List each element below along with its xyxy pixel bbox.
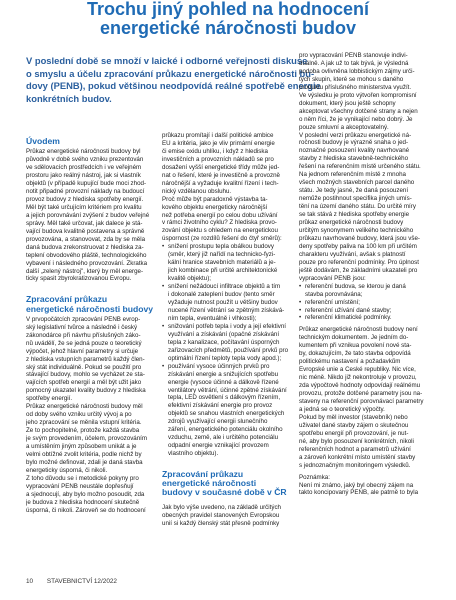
paragraph-line: deny spotřeby paliva na 100 km při určitém	[299, 242, 417, 250]
paragraph-line: úsporná, či nikoli. Zároveň se do hodnocení	[26, 506, 146, 514]
bullet-icon: •	[162, 322, 165, 330]
list-item-text: referenční budova, se kterou je daná	[305, 282, 406, 290]
page-footer	[26, 578, 117, 585]
paragraph-line: duálně. A jak už to tak bývá, je výsledná	[299, 59, 409, 67]
paragraph-line: od doby svého vzniku určitý vývoj a po	[26, 411, 132, 419]
paragraph-line: pouze smluvní a akceptovatelný.	[299, 123, 389, 131]
article-title	[0, 0, 456, 38]
paragraph-line: provozována, a stanovovat, zda by se měla	[26, 235, 146, 243]
paragraph-line: z hlediska vstupních parametrů každý člen-	[26, 355, 145, 363]
paragraph-line: výpočet, jehož hlavní parametry si určuje	[26, 347, 139, 355]
heading-line: budovy v současné době v ČR	[162, 487, 287, 498]
paragraph-line: ticky spasit zbyrokratizovanou Evropu.	[26, 275, 132, 283]
list-item-line: efektivní získávání energie pro provoz	[168, 402, 273, 410]
paragraph-line: Ve výsledku je proto výtvořen kompromisní	[299, 91, 417, 99]
list-item-text: referenční umístění;	[305, 298, 361, 306]
paragraph-line: obecných pravidel stanovených Evropskou	[162, 511, 280, 519]
list-item-text: snižování potřeb tepla i vody a její efektivní	[168, 322, 286, 330]
list-item-line: záření, energetického potenciálu okolního	[168, 426, 283, 434]
paragraph-line: V poslední verzi průkazu energetické ná-	[299, 131, 412, 139]
list-item-line: zdrojů využívající energii slunečního	[168, 418, 268, 426]
paragraph-line: zda výpočtově hodnoty odpovídají reálnému	[299, 382, 421, 390]
list-item-line: (směr, který již nařídí na technicko-fyzi-	[168, 251, 276, 259]
paragraph-line: vající budova kvalitně postavena a správně	[26, 227, 145, 235]
paragraph-line: nat o řešení, které je investičně a provozně	[162, 171, 280, 179]
section-heading-soucasna-doba	[162, 470, 297, 498]
paragraph-line: než potřeba energií po celou dobu užívání	[162, 211, 278, 219]
paragraph-line: objektů (v případě kupující bude moci zhod-	[26, 180, 147, 188]
paragraph-line: bylo možné definovat, zdali je daná stavba	[26, 458, 143, 466]
paragraph-line: kového objektu energeticky náročnější	[162, 203, 268, 211]
heading-line: Úvodem	[26, 136, 60, 146]
paragraph-line: daná budova zrekonstruovat z hlediska za-	[26, 243, 144, 251]
paragraph-line: vybavení i následného provozování. Zkratka	[26, 259, 148, 267]
note-line: takto koncipovaný PENB, ale patrně to byla	[299, 489, 419, 497]
column-1	[26, 133, 155, 515]
paragraph-line: produktu příslušného ministerstva využít.	[299, 83, 412, 91]
paragraph-line: spotřeby energií.	[26, 395, 73, 403]
paragraph-line: ský legislativní tvůrce a následně i český	[26, 323, 138, 331]
bullet-icon: •	[162, 243, 165, 251]
paragraph-line: průkazu promítají i další politické ambice	[162, 132, 274, 139]
list-item-line: stavba porovnávána;	[305, 290, 363, 298]
heading-line: Zpracování průkazu	[162, 469, 244, 480]
list-item-text: referenční užívání dané stavby;	[305, 306, 392, 314]
paragraph-line: charakteru využívání, avšak s platností	[299, 250, 406, 258]
paragraph-line: ve sdělovacích prostředcích i ve veřejném	[26, 164, 142, 172]
paragraph-line: pro vypracování PENB stanovuje indivi-	[299, 52, 408, 59]
list-item-line: jich kombinace při určité architektonické	[168, 267, 278, 275]
list-item-text: referenční klimatické podmínky.	[305, 314, 392, 322]
paragraph-line: náročnější a vyžaduje kvalitní řízení i tech-	[162, 179, 279, 187]
paragraph-line: provozu, protože dotčené parametry jsou na-	[299, 390, 423, 398]
paragraph-line: stávající budovy, mohlo se vycházet ze sta-	[26, 371, 145, 379]
paragraph-line: Jak bylo výše uvedeno, na základě určitých	[162, 503, 282, 511]
paragraph-line: jeho zpracování se měnila vstupní kritéria.	[26, 419, 142, 427]
list-item-line	[162, 243, 297, 251]
paragraph-line: ský stát individuálně. Pokud se použití pro	[26, 363, 142, 371]
spacer	[162, 462, 297, 466]
paragraph-line: tění na území daného státu. Do určité míry	[299, 203, 416, 211]
list-item-line	[162, 283, 297, 291]
paragraph-line: státu. Je tedy jasné, že daná posouzení	[299, 187, 409, 195]
paragraph-line: velmi obtížné zvolit kritéria, podle nichž by	[26, 451, 142, 459]
column-2	[162, 132, 297, 528]
list-item-line: ním tepla, eventuálně i vlhkosti);	[168, 314, 257, 322]
paragraph-line: nic méně. Nikdo již nekontroluje v provozu,	[299, 374, 417, 382]
list-item-line: kální hranice stavebních materiálů a je-	[168, 259, 276, 267]
paragraph-line: Měl být také určujícím kritériem pro kvalitu	[26, 203, 142, 211]
list-item-line: energie (vysoce účinné a dálkově řízené	[168, 378, 279, 386]
paragraph-line: stavby z hlediska stavebně-technického	[299, 155, 409, 163]
list-item-line: tepla, LED osvětlení s dálkovým řízením,	[168, 394, 281, 402]
list-item-line: zařizovacích předmětů, používání prvků pro	[168, 346, 289, 354]
list-item-line	[162, 363, 297, 371]
bullet-icon: •	[299, 314, 302, 322]
paragraph-line: a jejich porovnávání zvýšení z budov veřejné	[26, 211, 150, 219]
bullet-icon: •	[162, 362, 165, 370]
list-item-line	[299, 299, 434, 307]
paragraph-line: a jedná se o teoretický výpočty.	[299, 405, 385, 413]
paragraph-line: Proč může být paradoxně výstavba ta-	[162, 195, 268, 203]
paragraph-line: Průkaz energetické náročnosti budovy není	[299, 326, 418, 334]
list-item-line: objektů se snahou vlastních energetických	[168, 410, 285, 418]
paragraph-line: zákonodárce při návrhu příslušných záko-	[26, 331, 141, 339]
paragraph-line: s jednoznačným monitoringem výsledků.	[299, 461, 411, 469]
paragraph-line: vypracování PENB jsou:	[299, 274, 366, 282]
list-item-text: používání vysoce účinných prvků pro	[168, 362, 270, 370]
paragraph-line: energeticky úsporná, či nikoli.	[26, 466, 108, 474]
paragraph-line: pouze pro referenční podmínky. Pro úplnost	[299, 258, 419, 266]
paragraph-line: podoba ovlivněna lobbistickým zájmy urči-	[299, 67, 415, 75]
list-item-line: odpadní energie vznikající provozem	[168, 442, 269, 450]
heading-line: energetické náročnosti	[162, 478, 257, 489]
list-item-line: vlastního objektu).	[168, 450, 219, 458]
paragraph-line: ročnosti budovy je výrazně snaha o jed-	[299, 139, 409, 147]
bullet-icon: •	[162, 283, 165, 291]
list-item-line	[299, 307, 434, 315]
paragraph-line: je budova z hlediska hodnocení skutečně	[26, 498, 140, 506]
paragraph-line: průkazu navrhované budovy, která jsou vše-	[299, 234, 420, 242]
paragraph-line: průkaz energetické náročnosti budovy	[299, 219, 404, 227]
paragraph-line: pomocný ukazatel kvality budovy z hlediska	[26, 387, 146, 395]
paragraph-line: správy. Měl také určovat, jak dalece je stá-	[26, 219, 143, 227]
title-line: Trochu jiný pohled na hodnocení	[86, 0, 369, 19]
paragraph-line: noznačné posouzení kvality navrhované	[299, 147, 410, 155]
list-item-text: snížení prostupu tepla obálkou budovy	[168, 243, 274, 251]
paragraph-line: spotřebu energií při provozování, je nut-	[299, 429, 409, 437]
paragraph-line: tých skupin, které se mohou s daného	[299, 75, 404, 83]
paragraph-line: by, dokazujícím, že tato stavba odpovídá	[299, 350, 411, 358]
lead-line: konkrétních budov.	[26, 92, 112, 104]
paragraph-line: původně v době svého vzniku prezentován	[26, 156, 144, 164]
paragraph-line: v rámci životního cyklu? Z hlediska provo-	[162, 219, 277, 227]
section-heading-zpracovani	[26, 295, 155, 313]
paragraph-line: a zároveň konkrétní místo umístění stavby	[299, 453, 416, 461]
paragraph-line: né, aby bylo posouzení konkrétních, nikoli	[299, 437, 414, 445]
list-item-line: tepla z kanalizace, počítavání úsporných	[168, 338, 280, 346]
bullet-icon: •	[299, 298, 302, 306]
paragraph-line: Z toho důvodu se i metodické pokyny pro	[26, 474, 139, 482]
paragraph-line: nický vzdělanou obsluhu.	[162, 187, 232, 195]
paragraph-line: a umístěním jiným způsobem unikát a je	[26, 443, 137, 451]
paragraph-line: další „zelený nástroj", který by měl energe-	[26, 267, 144, 275]
list-item-line: využívání a získávání (opačné získávání	[168, 330, 280, 338]
paragraph-line: referenčních hodnot a parametrů užívání	[299, 445, 411, 453]
paragraph-line: akceptovat všechny dotčené strany a nejen	[299, 107, 418, 115]
lead-line: V poslední době se množí v laické i odborné veřejnosti diskuse	[26, 55, 308, 66]
paragraph-line: Na jednom referenčním místě z mnoha	[299, 171, 406, 179]
list-item-text: snížení nežádoucí infiltrace objektů a tím	[168, 283, 281, 291]
bullet-icon: •	[299, 306, 302, 314]
paragraph-line: Že to pochopitelné, protože každá stavba	[26, 427, 140, 435]
journal-name: STAVEBNICTVÍ 12/2022	[46, 578, 117, 585]
page-number: 10	[26, 578, 34, 585]
paragraph-line: investičních a provozních nákladů se pro	[162, 155, 274, 163]
list-item-line: vyžaduje nutnost použít u většiny budov	[168, 299, 278, 307]
title-line: energetické náročnosti budov	[99, 18, 357, 38]
list-item-line: vzduchu, země, ale i určitého potenciálu	[168, 434, 279, 442]
paragraph-line: dosažení vyšší energetické třídy může jed-	[162, 163, 280, 171]
paragraph-line: teplení obvodového pláště, technologického	[26, 251, 147, 259]
heading-line: energetické náročnosti budovy	[26, 303, 154, 314]
paragraph-line: kumentem při vznikua povolení nové sta-	[299, 342, 412, 350]
list-item-line: nucené řízení větrání se zpětným získává-	[168, 306, 285, 314]
paragraph-line: nů uvádělí, že se jedná pouze o teoretický	[26, 339, 142, 347]
lead-line: dovy (PENB), pokud většinou neodpovídá reálné spotřebě energie	[26, 80, 321, 92]
column-3	[299, 52, 434, 497]
paragraph-line: staveny na referenční porovnávací parametry	[299, 397, 424, 405]
paragraph-line: určitým synonymem velikého technického	[299, 226, 414, 234]
lead-line: o smyslu a účelu zpracování průkazu energetické náročnosti bu-	[26, 67, 315, 79]
list-item-line: získávání energie a snižujících spotřebu	[168, 370, 279, 378]
paragraph-line: EU a kritéria, jako je vliv primární energie	[162, 139, 275, 147]
section-heading-uvodem	[26, 137, 155, 146]
paragraph-line: zování objektu s ohledem na energetickou	[162, 227, 278, 235]
paragraph-line: dokument, který jsou ještě schopny	[299, 99, 396, 107]
paragraph-line: řešení na referenčním místě určeného státu.	[299, 163, 421, 171]
bullet-icon: •	[299, 282, 302, 290]
list-item-line	[162, 323, 297, 331]
paragraph-line: technickým dokumentem. Je jedním do-	[299, 334, 409, 342]
paragraph-line: notit připadné provozní náklady na budoucí	[26, 187, 145, 195]
paragraph-line: politickému nastavení a požadavkům	[299, 358, 401, 366]
paragraph-line: všech možných stavebních parcel daného	[299, 179, 415, 187]
paragraph-line: provoz budovy z hlediska spotřeby energií.	[26, 195, 144, 203]
paragraph-line: nemůže postihnout specifika jiných umís-	[299, 195, 412, 203]
list-item-line: optimální řízení teploty tepla vody apod.);	[168, 354, 282, 362]
paragraph-line: V prvopočátcích zpracování PENB evrop-	[26, 315, 141, 323]
paragraph-line: vajících spotřeb energií a měl být užit jako	[26, 379, 142, 387]
heading-line: Zpracování průkazu	[26, 294, 108, 305]
paragraph-line: ještě dodávám, že základními ukazateli pro	[299, 266, 418, 274]
paragraph-line: Průkaz energetické náročnosti budovy měl	[26, 403, 143, 411]
list-item-line	[299, 314, 434, 322]
note-line: Není mi známo, jaký byl obecný zájem na	[299, 481, 414, 489]
paragraph-line: a sjednocují, aby bylo možno posoudit, zda	[26, 490, 145, 498]
paragraph-line: úspornost (ze rozdílů řešení do čtyř směrů):	[162, 235, 282, 243]
paragraph-line: o něm říci, že je vynikající nebo dobrý. Je	[299, 115, 413, 123]
paragraph-line: Pokud by měl investor (stavebník) nebo	[299, 413, 408, 421]
list-item-line: i dokonalé zateplení budov (tento směr	[168, 291, 275, 299]
spacer	[26, 287, 155, 291]
paragraph-line: Evropské unie a České republiky. Nic více,	[299, 366, 416, 374]
paragraph-line: uživatel dané stavby zájem o skutečnou	[299, 421, 409, 429]
paragraph-line: vypracování PENB neustále dopřesňují	[26, 482, 134, 490]
list-item-line: kvalitě objektu);	[168, 275, 211, 283]
list-item-line	[299, 283, 434, 291]
paragraph-line: prostoru jako reálný nástroj, jak si vlastník	[26, 172, 141, 180]
paragraph-line: je svým provedením, účelem, provozováním	[26, 435, 148, 443]
note-label: Poznámka:	[299, 473, 330, 481]
list-item-line: ventilátory větrání, účinné zpětné získávání	[168, 386, 287, 394]
paragraph-line: se tak stává z hlediska spotřeby energie	[299, 211, 410, 219]
paragraph-line: unií si každý členský stát přesně podmínky	[162, 519, 280, 527]
paragraph-line: Průkaz energetické náročnosti budovy byl	[26, 148, 141, 156]
paragraph-line: či emise oxidu uhlíku, i když z hlediska	[162, 147, 268, 155]
